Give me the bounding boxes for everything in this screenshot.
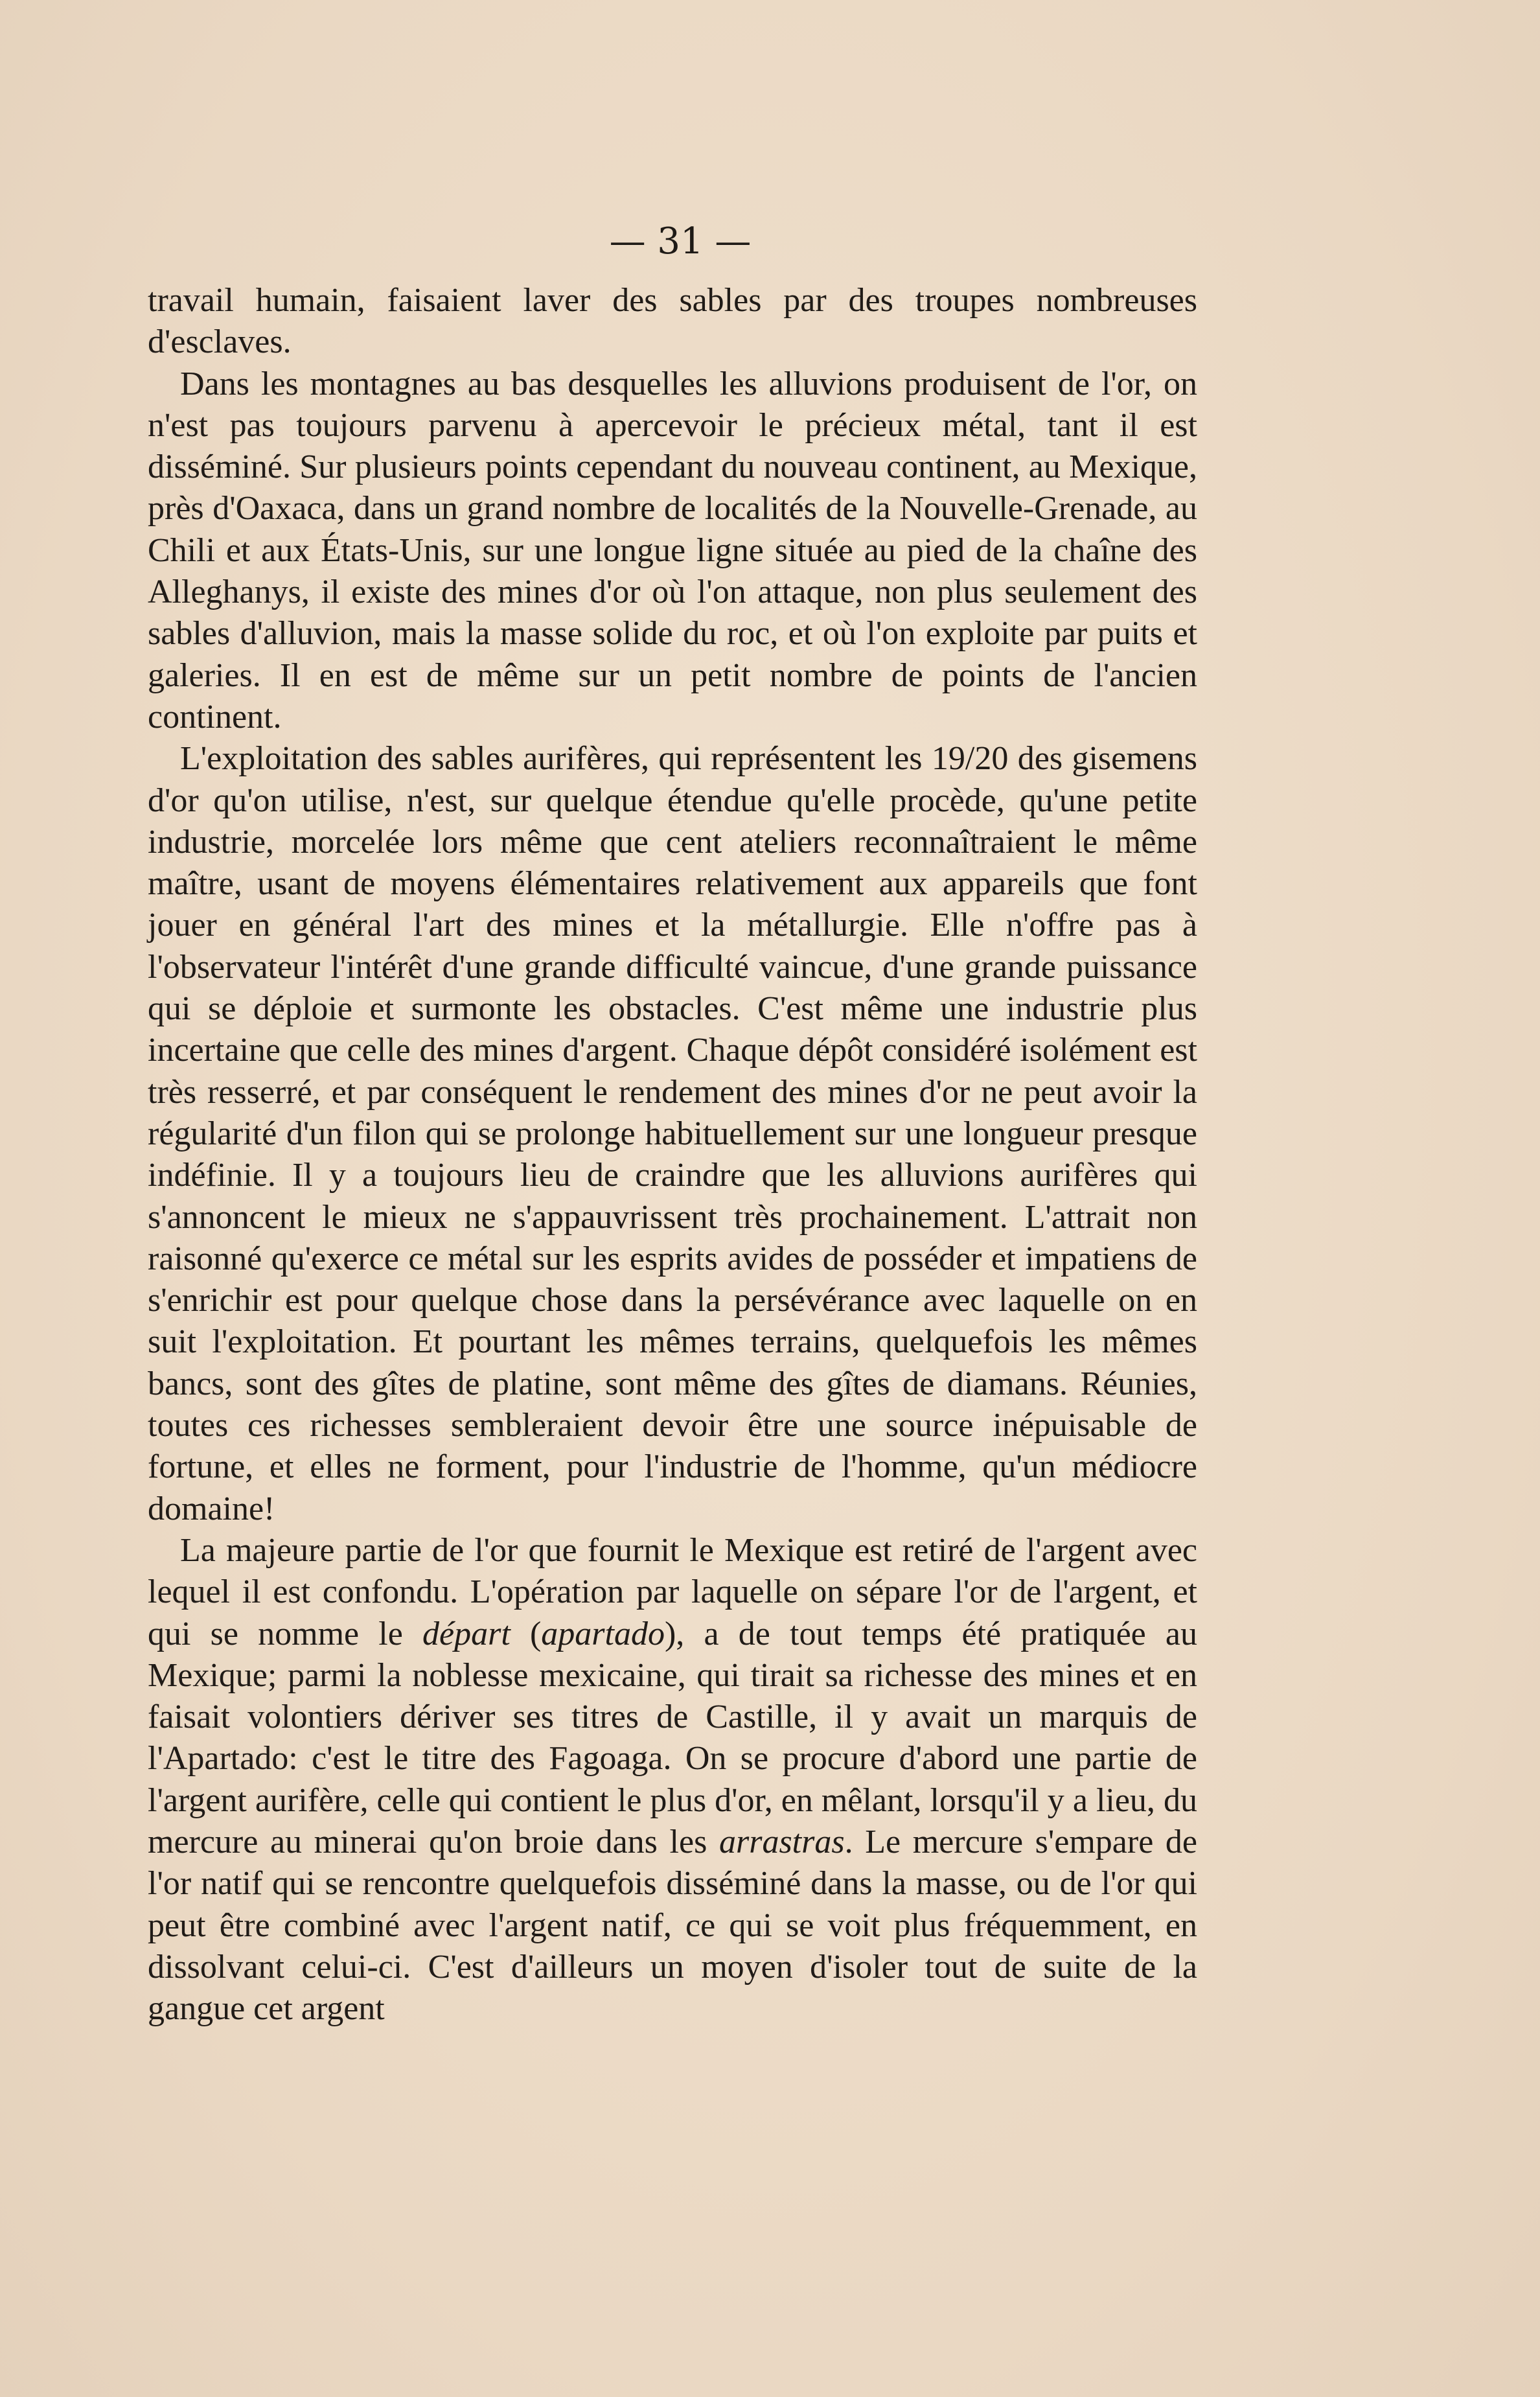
text-run: . Le mercure s'empare de l'or natif qui se rencontre quelquefois disséminé dans la masse, ou de l'or qui peut être combiné avec l'argent natif, ce qui se voit plus fréquemment, en dissolvant celui-ci. C'est d'ailleurs un moyen d'isoler tout de suite de la gangue cet argent xyxy=(148,1823,1198,2028)
text-run: ( xyxy=(510,1615,542,1652)
body-text xyxy=(148,280,1197,2030)
text-run: ), a de tout temps été pratiquée au Mexique; parmi la noblesse mexicaine, qui tirait sa richesse des mines et en faisait volontiers dériver ses titres de Castille, il y avait un marquis de l'Apartado: c'est le titre des Fagoaga. On se procure d'abord une partie de l'argent aurifère, celle qui contient le plus d'or, en mêlant, lorsqu'il y a lieu, du mercure au minerai qu'on broie dans les xyxy=(148,1615,1197,1860)
italic-term-arrastras: arrastras xyxy=(718,1823,845,1860)
italic-term-apartado: apartado xyxy=(541,1615,665,1652)
paragraph-continuation: travail humain, faisaient laver des sables par des troupes nombreuses d'esclaves. xyxy=(148,282,1197,361)
paragraph-exploitation: L'exploitation des sables aurifères, qui représentent les 19/20 des gisemens d'or qu'on utilise, n'est, sur quelque étendue qu'elle procède, qu'une petite industrie, morcelée lors même que cent ateliers reconnaîtraient le même maître, usant de moyens élémentaires relativement aux appareils que font jouer en général l'art des mines et la métallurgie. Elle n'offre pas à l'observateur l'intérêt d'une grande difficulté vaincue, d'une grande puissance qui se déploie et surmonte les obstacles. C'est même une industrie plus incertaine que celle des mines d'argent. Chaque dépôt considéré isolément est très resserré, et par conséquent le rendement des mines d'or ne peut avoir la régularité d'un filon qui se prolonge habituellement sur une longueur presque indéfinie. Il y a toujours lieu de craindre que les alluvions aurifères qui s'annoncent le mieux ne s'appauvrissent très prochainement. L'attrait non raisonné qu'exerce ce métal sur les esprits avides de posséder et impatiens de s'enrichir est pour quelque chose dans la persévérance avec laquelle on en suit l'exploitation. Et pourtant les mêmes terrains, quelquefois les mêmes bancs, sont des gîtes de platine, sont même des gîtes de diamans. Réunies, toutes ces richesses sembleraient devoir être une source inépuisable de fortune, et elles ne forment, pour l'industrie de l'homme, qu'un médiocre domaine! xyxy=(148,740,1197,1527)
italic-term-depart: départ xyxy=(422,1615,511,1652)
paragraph-mountains: Dans les montagnes au bas desquelles les alluvions produisent de l'or, on n'est pas toujours parvenu à apercevoir le précieux métal, tant il est disséminé. Sur plusieurs points cependant du nouveau continent, au Mexique, près d'Oaxaca, dans un grand nombre de localités de la Nouvelle-Grenade, au Chili et aux États-Unis, sur une longue ligne située au pied de la chaîne des Alleghanys, il existe des mines d'or où l'on attaque, non plus seulement des sables d'alluvion, mais la masse solide du roc, et où l'on exploite par puits et galeries. Il en est de même sur un petit nombre de points de l'ancien continent. xyxy=(148,365,1197,735)
text-run: La majeure partie de l'or que fournit le Mexique est retiré de l'argent avec lequel il est confondu. L'opération par laquelle on sépare l'or de l'argent, et qui se nomme le xyxy=(148,1531,1197,1652)
paragraph-mexico-gold xyxy=(148,1530,1197,2030)
page-number: — 31 — xyxy=(609,220,752,262)
